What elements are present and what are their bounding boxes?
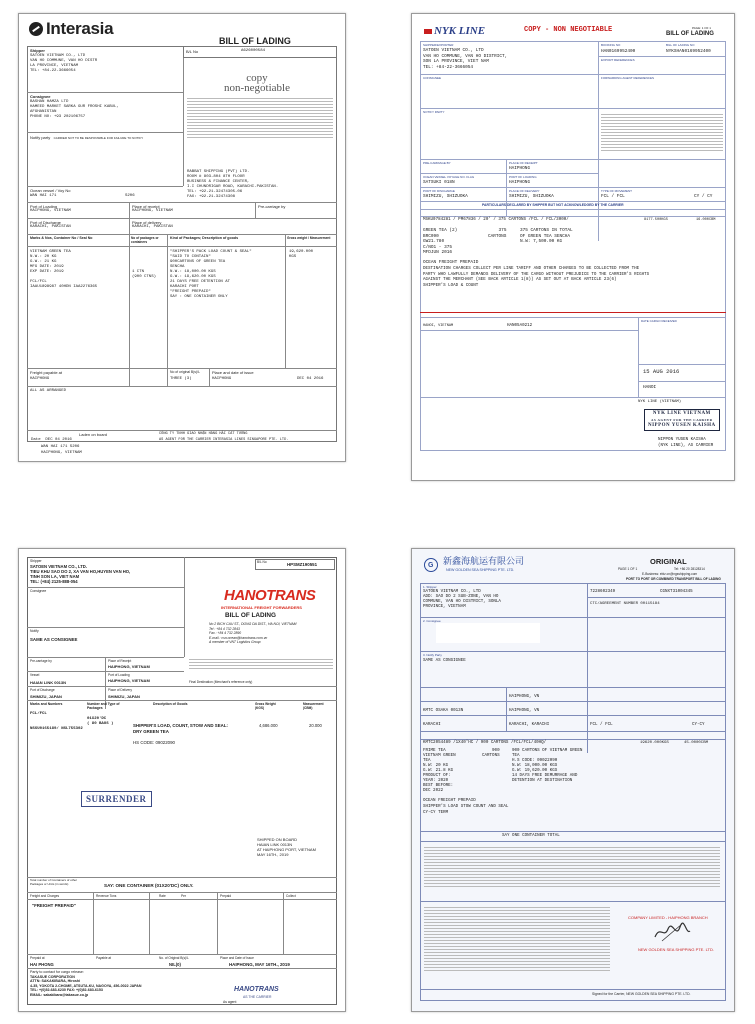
marks-label: Marks & Nos, Container No / Seal No <box>30 236 93 240</box>
hano-total: SAY: ONE CONTAINER (01X20'DC) ONLY. <box>104 883 194 888</box>
interasia-logo-icon <box>29 22 43 36</box>
hano-shipped: SHIPPED ON BOARD HAIAN LINK 0013N AT HAIPHONG PORT, VIETNAM MAY 16TH., 2019 <box>257 837 316 857</box>
surrender-stamp: SURRENDER <box>81 791 152 807</box>
hano-final-label: Final Destination (Merchant's reference only) <box>189 680 253 684</box>
vessel-label: Ocean vessel / Voy No <box>30 188 71 193</box>
pod-label: Port of Discharge <box>30 220 61 225</box>
hano-gross-label: Gross Weight (KGS) <box>255 702 276 710</box>
golden-consignee-label: 2. Consignee <box>423 619 441 623</box>
hano-meas: 20.000 <box>309 723 322 728</box>
nyk-qty: 375 CARTONS <box>488 228 507 239</box>
interasia-logo-text: Interasia <box>46 19 114 38</box>
hano-delivery: SHIMIZU, JAPAN <box>108 694 140 699</box>
nyk-flag-icon <box>424 29 432 34</box>
nyk-shipper-label: SHIPPER/EXPORTER <box>423 43 454 47</box>
golden-weight: 19620.000KGS <box>640 741 669 745</box>
orig-label: No of original B(s)/L <box>170 370 200 374</box>
golden-notify-label: 3. Notify Party <box>423 653 442 657</box>
nyk-receipt: HAIPHONG <box>509 166 531 171</box>
hanotrans-logo: HANOTRANS <box>224 587 316 604</box>
hano-per-label: Per <box>181 894 186 898</box>
nyk-frame <box>420 41 726 451</box>
hano-terms <box>189 657 333 671</box>
nyk-particulars: PARTICULARS DECLARED BY SHIPPER BUT NOT ACKNOWLEDGED BY THE CARRIER <box>482 203 624 207</box>
hano-goods: SHIPPER'S LOAD, COUNT, STOW AND SEAL: DRY GREEN TEA HS CODE: 09022090 <box>133 723 228 745</box>
consignee-block: BASHAN HAMZA LTD HAMEED MARKET SARKA GUR FROSHI KABUL, AFGHANISTAN PHONE NO: +93 202106757 <box>30 100 119 119</box>
nyk-issue-place: HANOI <box>643 385 657 390</box>
golden-sea-logo-cn: 新鑫海航运有限公司 <box>443 557 525 567</box>
golden-cbm: 45.0000CBM <box>684 741 709 745</box>
hano-pkg-label: Number and Type of Packages <box>87 702 120 710</box>
hano-issue-label: Place and Date of Issue <box>220 956 254 960</box>
nyk-export-ref-label: EXPORT REFERENCES <box>601 58 635 62</box>
delivery: KARACHI, PAKISTAN <box>132 225 173 229</box>
nyk-pod: SHIMIZU, SHIZUOKA <box>423 194 468 199</box>
nyk-pol: HAIPHONG <box>509 180 531 185</box>
hano-consignee-label: Consignee <box>30 589 47 593</box>
precarriage-label: Pre-carriage by <box>258 204 286 209</box>
packages-label: No of packages or containers <box>131 236 159 244</box>
nyk-shipped-date: 15 AUG 2016 <box>643 368 680 375</box>
golden-portlabel: PORT TO PORT OR COMBINED TRANSPORT BILL OF LADING <box>626 577 721 581</box>
nyk-container-row: MSKU0784281 / PM67836 / 20' / 375 CARTONS /FCL / FCL/3000/ <box>423 218 569 222</box>
voyage: S206 <box>125 194 135 198</box>
golden-freight-line: OCEAN FREIGHT PREPAID <box>423 799 476 803</box>
hano-pol-label: Port of Loading <box>108 673 130 677</box>
golden-sea-logo-icon: G <box>424 558 438 572</box>
nyk-freight-line: OCEAN FREIGHT PREPAID <box>423 260 479 265</box>
hano-total-label: Total number of Containers of other Packages or Units (in words) <box>30 878 78 886</box>
nyk-date-label: DATE CARGO RECEIVED <box>641 319 677 323</box>
golden-desc: 900 CARTONS OF VIETNAM GREEN TEA H.S CODE: 09022090 N.W: 18,000.00 KGS G.W: 19,620.00 KGS 14 DAYS FREE DEMURRAGE AND DETENTION AT DESTINATION <box>512 749 583 783</box>
hano-title: BILL OF LADING <box>225 612 277 619</box>
shipper-block: SATOEN VIETNAM CO., LTD VAN HO COMMUNE, VAN HO DISTR LA PROVINCE, VIETNAM TEL: +84-22-3666054 <box>30 54 98 73</box>
terms-text <box>187 96 333 140</box>
nyk-shipper: SATOEN VIETNAM CO., LTD VAN HO COMMUNE, VAN HO DISTRICT, SON LA PROVINCE, VIET NAM TEL: +84-22-3666054 <box>423 48 508 70</box>
golden-page: PAGE 1 OF 1 <box>618 567 638 571</box>
receipt: HAIPHONG, VIETNAM <box>132 209 173 213</box>
golden-vessel: KMTC OSAKA 0013N <box>423 709 464 713</box>
hano-payable-label: Payable at <box>96 956 112 960</box>
nyk-bl: NYKSHAN0169952400 <box>666 49 711 54</box>
hano-prepaid-label: Prepaid <box>220 894 231 898</box>
golden-marks: FRIME TEA VIETNAM GREEN TEA N.W: 20 KG G.W: 21.8 KG PRODUCT OF: YEAR: 2020 BEST BEFORE: DEC 2022 <box>423 749 456 793</box>
hano-orig: NIL(0) <box>169 962 181 967</box>
hano-receipt-label: Place of Receipt <box>108 659 132 663</box>
goods-label: Kind of Packages; Description of goods <box>170 236 239 240</box>
shipper-label: Shipper <box>30 48 45 53</box>
nyk-type: FCL / FCL <box>601 194 625 199</box>
hano-marks: FCL/FCL NSSU0165189/ NSL755302 <box>30 712 83 731</box>
golden-charges-grid <box>424 845 720 889</box>
issue-date: DEC 04 2016 <box>297 377 324 381</box>
bill-of-lading-interasia <box>18 13 346 462</box>
nyk-delivery: SHIMIZU, SHIZUOKA <box>509 194 554 199</box>
nyk-desc: 375 CARTONS IN TOTAL OF GREEN TEA SENCHA N.W: 7,500.00 KG <box>520 228 573 244</box>
goods-block: "SHIPPER'S PACK LOAD COUNT & SEAL" "SAID TO CONTAIN" 900CARTONS OF GREEN TEA SENCHA N.W.: 18,000.00 KGS G.W.: 19,620.00 KGS 21 DAYS FREE DETENTION AT KARACHI PORT "FREIGHT PREPAID" SAY : ONE CONTAINER ONLY <box>170 250 252 299</box>
golden-sign-company: NEW GOLDEN SEA SHIPPING PTE. LTD. <box>638 947 714 952</box>
agent-block: RABBAT SHIPPING (PVT) LTD. ROOM # 803-804 8TH FLOOR BUSINESS & FINANCE CENTER, I.I CHUNDRIGAR ROAD, KARACHI-PAKISTAN. TEL: +92-21-32474305-06 FAX: +92-21-32474308 <box>187 170 279 199</box>
golden-pod: KARACHI <box>423 723 441 727</box>
hano-packages: 01X20'DC ( 80 BAGS ) <box>87 717 114 726</box>
hano-revenue-label: Revenue Tons <box>96 894 117 898</box>
sign-company: CÔNG TY TNHH GIAO NHẬN HÀNG HẢI CÁT TƯỜNG <box>159 432 248 436</box>
bl-title: BILL OF LADING <box>219 36 291 46</box>
golden-total-words: SAY ONE CONTAINER TOTAL <box>502 834 560 838</box>
issue-place: HAIPHONG <box>212 377 232 381</box>
nyk-agent-stamp: NYK LINE VIETNAM AS AGENT FOR THE CARRIER NIPPON YUSEN KAISHA <box>644 409 720 431</box>
hano-bl-label: B/L No <box>257 560 267 564</box>
hano-freight-label: Freight and Charges <box>30 894 60 898</box>
nyk-type2: CY / CY <box>694 194 713 199</box>
hano-shipper: SATOEN VIETNAM CO., LTD. TIEU KHU SAO DO 2, XA VAN HO,HUYEN VAN HO, TINH SON LA, VIET NAM TEL: (+84) 2125-888-054 <box>30 564 131 584</box>
marks-block: VIETNAM GREEN TEA N.W.: 20 KG G.W.: 21 KG MFG DATE: 2019 EXP DATE: 2019 FCL/FCL IAAU1898987 40HDN IAA2276365 <box>30 250 98 289</box>
golden-shipper-label: 1. Shipper <box>423 585 437 589</box>
bill-of-lading-nyk <box>411 13 735 481</box>
golden-signed-for: Signed for the Carrier, NEW GOLDEN SEA SHIPPING PTE. LTD. <box>592 992 691 996</box>
nyk-copy-title: COPY - NON NEGOTIABLE <box>524 26 613 34</box>
bill-of-lading-hanotrans <box>18 548 346 1012</box>
hanotrans-logo-sub: INTERNATIONAL FREIGHT FORWARDERS <box>221 605 302 610</box>
golden-delivery: KARACHI, KARACHI <box>509 723 550 727</box>
golden-type: FCL / FCL <box>590 723 613 727</box>
gross-block: 19,620.000 KGS <box>289 250 314 259</box>
vessel: WAN HAI 171 <box>30 194 57 198</box>
golden-tel: Tel: +86 20 28128314 <box>674 567 705 571</box>
nyk-bl-label: BILL OF LADING NO <box>666 43 695 47</box>
orig: THREE (3) <box>170 377 192 381</box>
golden-original: ORIGINAL <box>650 557 687 566</box>
issue-label: Place and date of issue <box>212 370 254 375</box>
nyk-terms <box>601 112 723 153</box>
receipt-label: Place of receipt <box>132 204 160 209</box>
nyk-consignee-label: CONSIGNEE <box>423 76 442 80</box>
pol-label: Port of Loading <box>30 204 58 209</box>
hano-prepaid-at: HAI PHONG <box>30 962 54 967</box>
arranged: ALL AS ARRANGED <box>30 389 67 393</box>
hano-pod: SHIMIZU, JAPAN <box>30 694 62 699</box>
golden-consignee-redacted <box>436 623 540 643</box>
hano-precarriage-label: Pre-carriage by <box>30 659 52 663</box>
hano-prepaid-at-label: Prepaid at <box>30 956 45 960</box>
nyk-clause: DESTINATION CHARGES COLLECT PER LINE TARIFF AND OTHER CHARGES TO BE COLLECTED FROM THE PARTY WHO LAWFULLY DEMANDS DELIVERY OF THE CARGO WITHOUT PREJUDICE TO THE CARRIER'S RIGHTS AGAINST THE MERCHANT (SEE BACK ARTICLE 1(8)) AS SET OUT AT BACK ARTICLE 23(6) SHIPPER'S LOAD & COUNT <box>423 267 650 288</box>
nyk-booking: HAN0169952400 <box>601 49 636 54</box>
nyk-type-label: TYPE OF MOVEMENT <box>601 189 633 193</box>
golden-clauses <box>424 905 610 973</box>
packages-block: 1 CTN (900 CTNS) <box>132 270 157 279</box>
nyk-vessel-sign: NYK LINE (VIETNAM) <box>638 400 682 404</box>
hano-gross: 4,686.000 <box>259 723 278 728</box>
laden-label: Laden on board <box>79 432 108 437</box>
hano-sign-logo: HANOTRANS <box>234 986 279 993</box>
hano-desc-label: Description of Goods <box>153 702 188 706</box>
consignee-label: Consignee <box>30 94 51 99</box>
bl-no-label: B/L No <box>186 49 199 54</box>
nyk-carrier-1: NIPPON YUSEN KAISHA <box>658 438 706 442</box>
hano-meas-label: Measurement (CBM) <box>303 702 324 710</box>
hano-shipper-label: Shipper <box>30 559 42 563</box>
nyk-pod-label: PORT OF DISCHARGE <box>423 189 455 193</box>
hano-receipt: HAIPHONG, VIETNAM <box>108 664 150 669</box>
golden-shipper: SATOEN VIETNAM CO., LTD ADD: SAO DO 2 SUB-ZONE, VAN HO COMMUNE, VAN HO DISTRICT, SONLA PROVINCE, VIETNAM <box>423 590 501 609</box>
nyk-rate-ref: HAN05A0212 <box>507 324 533 328</box>
laden-port: HAIPHONG, VIETNAM <box>41 451 82 455</box>
hano-delivery-label: Place of Delivery <box>108 688 132 692</box>
golden-sea-logo-en: NEW GOLDEN SEA SHIPPING PTE. LTD. <box>446 568 515 572</box>
hano-freight: "FREIGHT PREPAID" <box>32 903 76 908</box>
hano-issue: HAIPHONG, MAY 16TH., 2019 <box>229 962 290 967</box>
freight: HAIPHONG <box>30 377 50 381</box>
hano-notify-label: Notify <box>30 629 39 633</box>
hano-vessel: HAIAN LINK 0013N <box>30 680 67 685</box>
nyk-pol-label: PORT OF LOADING <box>509 175 537 179</box>
hano-marks-label: Marks and Numbers <box>30 702 63 706</box>
golden-email: E-Business: ebiz.cn@ngsshipping.com <box>642 572 698 576</box>
hano-notify: SAME AS CONSIGNEE <box>30 637 78 642</box>
golden-sign-branch: COMPANY LIMITED - HAIPHONG BRANCH <box>628 915 708 920</box>
gross-label: Gross weight / Measurement <box>287 236 331 240</box>
hano-release-agent: Party to contact for cargo release: TAKASUE CORPORATION ATTN: SAKAKIBARA, Hiroshi 4-35, YOKOTA 2-CHOME, ATSUTA-KU, NAGOYA, 456-0022 JAPAN TEL: +(0)52-683-6230 FAX: +(0)52-683-6153 EMAIL: sakakibara@takasue.co.jp <box>30 970 142 997</box>
hano-vessel-label: Vessel <box>30 673 40 677</box>
bill-of-lading-new-golden-sea <box>411 548 735 1012</box>
nyk-vessel-label: OCEAN VESSEL VOYAGE NO. FLAG <box>423 175 475 179</box>
golden-notify: SAME AS CONSIGNEE <box>423 659 466 663</box>
sign-agent: AS AGENT FOR THE CARRIER INTERASIA LINES SINGAPORE PTE. LTD. <box>159 438 289 442</box>
golden-slac-2: CY-CY TERM <box>423 811 449 815</box>
laden-vessel: WAN HAI 171 S206 <box>41 445 80 449</box>
nyk-cbm: 16.000CBM <box>696 218 716 222</box>
golden-signature-icon <box>652 921 692 943</box>
hano-orig-label: No. of Original B(s)/L <box>159 956 189 960</box>
nyk-notify-label: NOTIFY PARTY <box>423 110 445 114</box>
golden-export-ref: CTC/AGREEMENT NUMBER 00115184 <box>590 602 660 606</box>
hano-pol: HAIPHONG, VIETNAM <box>108 678 150 683</box>
hano-bl: HPSMZ190551 <box>287 562 318 567</box>
golden-qty: 900 CARTONS <box>482 749 500 758</box>
hano-collect-label: Collect <box>286 894 296 898</box>
hano-rate-label: Rate <box>159 894 166 898</box>
nyk-fwd-label: FORWARDING AGENT REFERENCES <box>601 76 654 80</box>
golden-slac-1: SHIPPER'S LOAD STOW COUNT AND SEAL <box>423 805 509 809</box>
golden-pol: HAIPHONG, VN <box>509 709 540 713</box>
golden-container-row: KMTC2054489 /1X40'HC / 900 CARTONS /FCL/FCL/40HQ/ <box>423 741 547 745</box>
golden-booking: 7228602349 <box>590 590 616 594</box>
golden-receipt: HAIPHONG, VN <box>509 695 540 699</box>
nyk-page: PAGE: 1 OF 1 <box>692 26 711 30</box>
nyk-vessel: SATSUKI 018N <box>423 180 455 185</box>
golden-bl: CGNXT31004345 <box>660 590 693 594</box>
nyk-logo: NYK LINE <box>434 25 486 37</box>
golden-type2: CY-CY <box>692 723 705 727</box>
nyk-precarriage-label: PRE-CARRIAGE BY <box>423 161 451 165</box>
notify-row: Notify party CARRIER NOT TO BE RESPONSIBLE FOR FAILURE TO NOTIFY <box>30 135 144 140</box>
nyk-carrier-2: (NYK LINE), AS CARRIER <box>658 444 714 448</box>
freight-label: Freight payable at <box>30 370 63 375</box>
copy-stamp: copy non-negotiable <box>224 72 290 94</box>
nyk-booking-label: BOOKING NO <box>601 43 621 47</box>
hano-sign-by: As agent <box>223 1000 237 1004</box>
hano-sign-as: AS THE CARRIER <box>243 995 272 999</box>
nyk-receipt-label: PLACE OF RECEIPT <box>509 161 538 165</box>
hano-address: No 2 BICH CAU ST., DONG DA DIST., HA NOI, VIETNAM Tel : +84 4 732 2843 Fax : +84 4 732 2890 E-mail : csn.ocean@hanotrans.com.vn A member of VNT Logistics Group <box>209 622 297 645</box>
pod: KARACHI, PAKISTAN <box>30 225 71 229</box>
delivery-label: Place of delivery <box>132 220 162 225</box>
hano-pod-label: Port of Discharge <box>30 688 55 692</box>
laden-date-row: Date DEC 04 2016 <box>31 438 72 442</box>
pol: HAIPHONG, VIETNAM <box>30 209 71 213</box>
nyk-marks: GREEN TEA (2) BRC090 GW21.780 C/NO1 - 375 MFDJUN 2016 <box>423 228 458 255</box>
nyk-weight: 8177.500KGS <box>644 218 668 222</box>
bl-no: A626000584 <box>241 49 266 53</box>
nyk-subtitle: BILL OF LADING <box>666 31 714 37</box>
nyk-pay-place: HANOI, VIETNAM <box>423 324 454 328</box>
nyk-delivery-label: PLACE OF DELIVERY <box>509 189 540 193</box>
